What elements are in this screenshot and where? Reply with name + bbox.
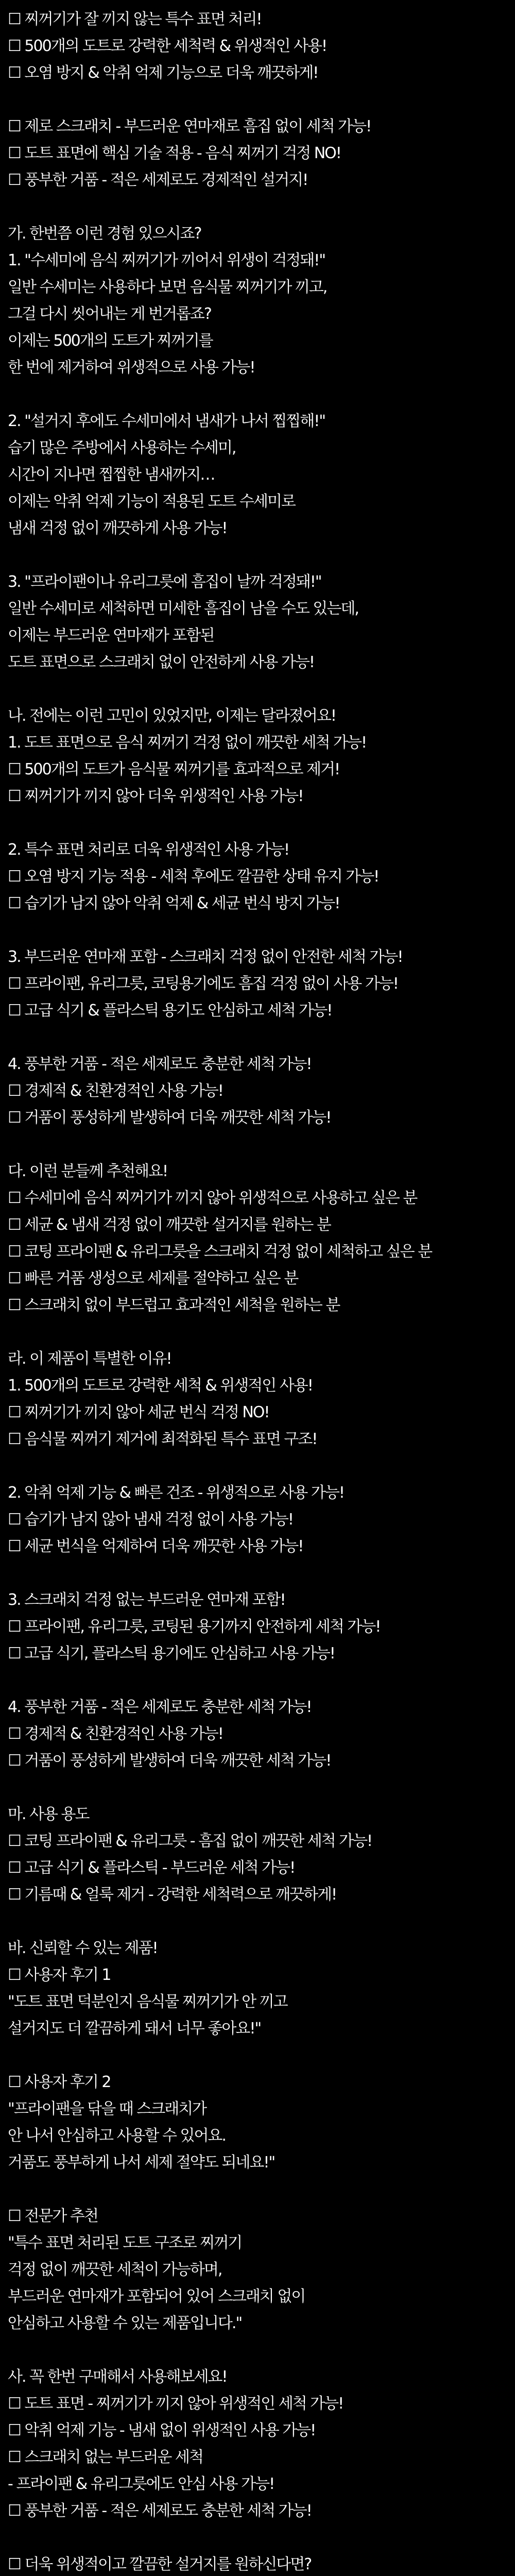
- text-line: ☐ 세균 번식을 억제하여 더욱 깨끗한 사용 가능!: [8, 1537, 303, 1555]
- paragraph-gap: [8, 542, 510, 569]
- text-line: 3. 스크래치 걱정 없는 부드러운 연마재 포함!: [8, 1591, 285, 1609]
- text-line: ☐ 음식물 찌꺼기 제거에 최적화된 특수 표면 구조!: [8, 1430, 317, 1448]
- text-line: ☐ 오염 방지 기능 적용 - 세척 후에도 깔끔한 상태 유지 가능!: [8, 868, 379, 886]
- text-line: 걱정 없이 깨끗한 세척이 가능하며,: [8, 2261, 222, 2279]
- text-line: ☐ 사용자 후기 1: [8, 1966, 111, 1984]
- text-line: 1. "수세미에 음식 찌꺼기가 끼어서 위생이 걱정돼!": [8, 251, 325, 269]
- text-line: 4. 풍부한 거품 - 적은 세제로도 충분한 세척 가능!: [8, 1055, 312, 1073]
- text-line: 나. 전에는 이런 고민이 있었지만, 이제는 달라졌어요!: [8, 707, 336, 725]
- paragraph-gap: [8, 2042, 510, 2069]
- text-line: 거품도 풍부하게 나서 세제 절약도 되네요!": [8, 2154, 275, 2172]
- text-line: "프라이팬을 닦을 때 스크래치가: [8, 2100, 207, 2118]
- paragraph-gap: [8, 1774, 510, 1801]
- text-line: ☐ 코팅 프라이팬 & 유리그릇을 스크래치 걱정 없이 세척하고 싶은 분: [8, 1243, 432, 1261]
- text-line: 한 번에 제거하여 위생적으로 사용 가능!: [8, 359, 255, 377]
- paragraph-gap: [8, 194, 510, 221]
- text-line: "특수 표면 처리된 도트 구조로 찌꺼기: [8, 2234, 242, 2252]
- text-line: ☐ 빠른 거품 생성으로 세제를 절약하고 싶은 분: [8, 1269, 298, 1287]
- text-line: ☐ 코팅 프라이팬 & 유리그릇 - 흠집 없이 깨끗한 세척 가능!: [8, 1832, 372, 1850]
- text-line: 1. 500개의 도트로 강력한 세척 & 위생적인 사용!: [8, 1377, 313, 1395]
- text-line: 일반 수세미는 사용하다 보면 음식물 찌꺼기가 끼고,: [8, 278, 327, 296]
- paragraph-gap: [8, 810, 510, 837]
- paragraph-gap: [8, 2524, 510, 2551]
- text-line: ☐ 도트 표면 - 찌꺼기가 끼지 않아 위생적인 세척 가능!: [8, 2395, 344, 2413]
- text-line: ☐ 제로 스크래치 - 부드러운 연마재로 흠집 없이 세척 가능!: [8, 117, 371, 135]
- text-line: 가. 한번쯤 이런 경험 있으시죠?: [8, 225, 201, 243]
- text-line: ☐ 고급 식기, 플라스틱 용기에도 안심하고 사용 가능!: [8, 1645, 335, 1663]
- text-line: 2. 특수 표면 처리로 더욱 위생적인 사용 가능!: [8, 841, 289, 859]
- text-line: 일반 수세미로 세척하면 미세한 흠집이 남을 수도 있는데,: [8, 600, 358, 618]
- text-line: ☐ 500개의 도트가 음식물 찌꺼기를 효과적으로 제거!: [8, 760, 340, 778]
- paragraph-gap: [8, 381, 510, 408]
- text-line: 그걸 다시 씻어내는 게 번거롭죠?: [8, 305, 211, 323]
- text-line: 2. 악취 억제 기능 & 빠른 건조 - 위생적으로 사용 가능!: [8, 1484, 344, 1502]
- paragraph-gap: [8, 676, 510, 703]
- text-line: ☐ 찌꺼기가 끼지 않아 더욱 위생적인 사용 가능!: [8, 787, 303, 805]
- text-line: 다. 이런 분들께 추천해요!: [8, 1162, 167, 1180]
- text-line: ☐ 고급 식기 & 플라스틱 용기도 안심하고 세척 가능!: [8, 1002, 332, 1020]
- product-description-text: [8, 6, 510, 2576]
- paragraph-gap: [8, 1667, 510, 1694]
- text-line: ☐ 경제적 & 친환경적인 사용 가능!: [8, 1082, 223, 1100]
- text-line: 4. 풍부한 거품 - 적은 세제로도 충분한 세척 가능!: [8, 1698, 312, 1716]
- text-line: ☐ 찌꺼기가 끼지 않아 세균 번식 걱정 NO!: [8, 1403, 269, 1421]
- text-line: 안 나서 안심하고 사용할 수 있어요.: [8, 2127, 226, 2145]
- paragraph-gap: [8, 2176, 510, 2203]
- text-line: ☐ 풍부한 거품 - 적은 세제로도 경제적인 설거지!: [8, 171, 308, 189]
- text-line: 마. 사용 용도: [8, 1805, 89, 1823]
- text-line: ☐ 스크래치 없는 부드러운 세척: [8, 2448, 203, 2466]
- paragraph-gap: [8, 1131, 510, 1158]
- paragraph-gap: [8, 87, 510, 113]
- text-line: ☐ 기름때 & 얼룩 제거 - 강력한 세척력으로 깨끗하게!: [8, 1886, 337, 1904]
- text-line: - 프라이팬 & 유리그릇에도 안심 사용 가능!: [8, 2475, 274, 2493]
- text-line: ☐ 프라이팬, 유리그릇, 코팅된 용기까지 안전하게 세척 가능!: [8, 1618, 381, 1636]
- text-line: ☐ 프라이팬, 유리그릇, 코팅용기에도 흠집 걱정 없이 사용 가능!: [8, 975, 398, 993]
- text-line: 이제는 악취 억제 기능이 적용된 도트 수세미로: [8, 493, 295, 511]
- text-line: 설거지도 더 깔끔하게 돼서 너무 좋아요!": [8, 2020, 261, 2038]
- text-line: 3. "프라이팬이나 유리그릇에 흠집이 날까 걱정돼!": [8, 573, 321, 591]
- text-line: 냄새 걱정 없이 깨끗하게 사용 가능!: [8, 519, 227, 537]
- text-line: ☐ 찌꺼기가 잘 끼지 않는 특수 표면 처리!: [8, 10, 262, 28]
- text-line: ☐ 스크래치 없이 부드럽고 효과적인 세척을 원하는 분: [8, 1296, 340, 1314]
- text-line: 안심하고 사용할 수 있는 제품입니다.": [8, 2314, 242, 2332]
- text-line: ☐ 오염 방지 & 악취 억제 기능으로 더욱 깨끗하게!: [8, 64, 318, 82]
- text-line: ☐ 사용자 후기 2: [8, 2073, 111, 2091]
- text-line: 3. 부드러운 연마재 포함 - 스크래치 걱정 없이 안전한 세척 가능!: [8, 948, 403, 966]
- text-line: 이제는 500개의 도트가 찌꺼기를: [8, 332, 213, 350]
- text-line: 시간이 지나면 찝찝한 냄새까지…: [8, 466, 215, 484]
- paragraph-gap: [8, 1560, 510, 1587]
- text-line: ☐ 수세미에 음식 찌꺼기가 끼지 않아 위생적으로 사용하고 싶은 분: [8, 1189, 417, 1207]
- text-line: 1. 도트 표면으로 음식 찌꺼기 걱정 없이 깨끗한 세척 가능!: [8, 734, 367, 752]
- text-line: ☐ 악취 억제 기능 - 냄새 없이 위생적인 사용 가능!: [8, 2421, 316, 2439]
- text-line: ☐ 거품이 풍성하게 발생하여 더욱 깨끗한 세척 가능!: [8, 1109, 331, 1127]
- text-line: ☐ 세균 & 냄새 걱정 없이 깨끗한 설거지를 원하는 분: [8, 1216, 331, 1234]
- text-line: ☐ 전문가 추천: [8, 2207, 98, 2225]
- text-line: 습기 많은 주방에서 사용하는 수세미,: [8, 439, 236, 457]
- text-line: 이제는 부드러운 연마재가 포함된: [8, 626, 214, 645]
- text-line: "도트 표면 덕분인지 음식물 찌꺼기가 안 끼고: [8, 1993, 287, 2011]
- text-line: ☐ 더욱 위생적이고 깔끔한 설거지를 원하신다면?: [8, 2555, 312, 2573]
- text-line: 도트 표면으로 스크래치 없이 안전하게 사용 가능!: [8, 653, 314, 671]
- text-line: 바. 신뢰할 수 있는 제품!: [8, 1939, 158, 1957]
- paragraph-gap: [8, 917, 510, 944]
- text-line: ☐ 습기가 남지 않아 악취 억제 & 세균 번식 방지 가능!: [8, 894, 340, 912]
- text-line: ☐ 습기가 남지 않아 냄새 걱정 없이 사용 가능!: [8, 1511, 293, 1529]
- text-line: ☐ 경제적 & 친환경적인 사용 가능!: [8, 1725, 223, 1743]
- text-line: ☐ 풍부한 거품 - 적은 세제로도 충분한 세척 가능!: [8, 2502, 312, 2520]
- text-line: ☐ 거품이 풍성하게 발생하여 더욱 깨끗한 세척 가능!: [8, 1752, 331, 1770]
- paragraph-gap: [8, 1453, 510, 1480]
- text-line: ☐ 도트 표면에 핵심 기술 적용 - 음식 찌꺼기 걱정 NO!: [8, 144, 341, 162]
- text-line: 부드러운 연마재가 포함되어 있어 스크래치 없이: [8, 2287, 305, 2306]
- text-line: 2. "설거지 후에도 수세미에서 냄새가 나서 찝찝해!": [8, 412, 325, 430]
- text-line: ☐ 고급 식기 & 플라스틱 - 부드러운 세척 가능!: [8, 1859, 295, 1877]
- text-line: 라. 이 제품이 특별한 이유!: [8, 1350, 171, 1368]
- text-line: 사. 꼭 한번 구매해서 사용해보세요!: [8, 2368, 227, 2386]
- paragraph-gap: [8, 1024, 510, 1051]
- paragraph-gap: [8, 2337, 510, 2364]
- paragraph-gap: [8, 1319, 510, 1346]
- paragraph-gap: [8, 1908, 510, 1935]
- text-line: ☐ 500개의 도트로 강력한 세척력 & 위생적인 사용!: [8, 37, 327, 55]
